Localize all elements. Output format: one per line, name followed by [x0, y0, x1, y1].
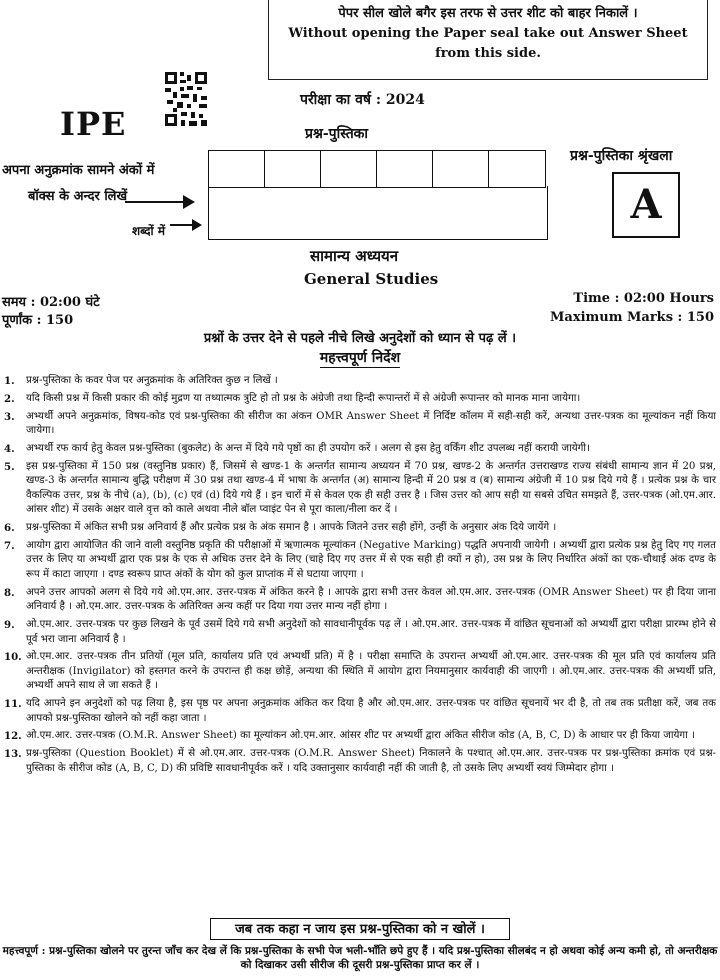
instruction-number: 13. [4, 748, 22, 761]
exam-year: परीक्षा का वर्ष : 2024 [300, 92, 425, 108]
time-hindi: समय : 02:00 घंटे [2, 295, 100, 310]
instruction-text: यदि किसी प्रश्न में किसी प्रकार की कोई मुद्रण या तथ्यात्मक त्रुटि हो तो प्रश्न के अंग्रेजी तथा हिन्दी रूपान्तरों में से अंग्रेजी रूपान्तर को मानक माना जायेगा। [26, 392, 581, 404]
qr-code-icon [165, 72, 207, 126]
arrow-right-small-icon [170, 218, 202, 232]
series-box: A [612, 172, 680, 238]
booklet-label: प्रश्न-पुस्तिका [305, 126, 369, 142]
roll-words-box[interactable] [208, 186, 548, 240]
instruction-number: 6. [4, 522, 15, 535]
roll-digit-box[interactable] [321, 151, 377, 187]
instruction-item [4, 747, 716, 776]
instruction-text: प्रश्न-पुस्तिका में अंकित सभी प्रश्न अनिवार्य हैं और प्रत्येक प्रश्न के अंक समान है । आपके जितने उत्तर सही होंगे, उन्हीं के अनुसार अंक दिये जायेंगे । [26, 522, 557, 534]
instruction-number: 11. [4, 698, 22, 711]
instruction-list [4, 374, 716, 780]
time-english: Time : 02:00 Hours [573, 291, 714, 306]
marks-hindi: पूर्णांक : 150 [2, 313, 74, 328]
instruction-item [4, 650, 716, 693]
read-instructions-note: प्रश्नों के उत्तर देने से पहले नीचे लिखे अनुदेशों को ध्यान से पढ़ लें । [203, 331, 517, 346]
marks-english: Maximum Marks : 150 [550, 310, 714, 325]
seal-line-english-1: Without opening the Paper seal take out Answer Sheet [288, 26, 688, 41]
instruction-text: प्रश्न-पुस्तिका (Question Booklet) में से ओ.एम.आर. उत्तर-पत्रक (O.M.R. Answer Sheet) निकालने के पश्चात् ओ.एम.आर. उत्तर-पत्रक पर प्रश्न-पुस्तिका क्रमांक एवं प्रश्न-पुस्तिका के सीरीज कोड (A, B, C, D) की प्रविष्टि सावधानीपूर्वक करें । यदि उक्तानुसार कार्यवाही नहीं की जाती है, तो उसके लिए अभ्यर्थी स्वयं जिम्मेदार होगा । [26, 748, 716, 774]
roll-instruction-line2: बॉक्स के अन्दर लिखें [28, 189, 128, 204]
subject-english: General Studies [304, 270, 439, 288]
roll-digit-box[interactable] [489, 151, 545, 187]
important-heading [0, 348, 720, 367]
instruction-item [4, 697, 716, 726]
do-not-open-banner: जब तक कहा न जाय इस प्रश्न-पुस्तिका को न खोलें । [210, 918, 510, 940]
instruction-number: 12. [4, 730, 22, 743]
instruction-item [4, 539, 716, 582]
instruction-number: 9. [4, 619, 15, 632]
instruction-text: इस प्रश्न-पुस्तिका में 150 प्रश्न (वस्तुनिष्ठ प्रकार) हैं, जिसमें से खण्ड-1 के अन्तर्गत सामान्य अध्ययन में 70 प्रश्न, खण्ड-2 के अन्तर्गत उत्तराखण्ड राज्य संबंधी सामान्य ज्ञान में 20 प्रश्न, खण्ड-3 के अन्तर्गत सामान्य बुद्धि परीक्षण में 30 प्रश्न तथा खण्ड-4 में भाषा के अन्तर्गत (अ) सामान्य हिन्दी में 20 प्रश्न व (ब) सामान्य अंग्रेजी में 10 प्रश्न दिये गये हैं । प्रत्येक प्रश्न के चार वैकल्पिक उत्तर, प्रश्न के नीचे (a), (b), (c) एवं (d) दिये गये हैं । इन चारों में से केवल एक ही सही उत्तर है । जिस उत्तर को आप सही या सबसे उचित समझते हैं, उत्तर-पत्रक (ओ.एम.आर. आंसर शीट) में उसके अक्षर वाले वृत्त को काले अथवा नीले बॉल प्वाइंट पेन से पूरा काला/नीला कर दें । [26, 461, 716, 516]
instruction-item [4, 729, 716, 743]
instruction-number: 10. [4, 651, 22, 664]
roll-number-boxes[interactable] [208, 150, 546, 188]
instruction-text: अभ्यर्थी रफ कार्य हेतु केवल प्रश्न-पुस्तिका (बुकलेट) के अन्त में दिये गये पृष्ठों का ही उपयोग करें । अलग से इस हेतु वर्किंग शीट उपलब्ध नहीं करायी जायेगी। [26, 443, 590, 455]
instruction-item [4, 410, 716, 439]
instruction-text: अपने उत्तर आपको अलग से दिये गये ओ.एम.आर. उत्तर-पत्रक में अंकित करने है । आपके द्वारा सभी उत्तर केवल ओ.एम.आर. उत्तर-पत्रक (OMR Answer Sheet) पर ही दिया जाना अनिवार्य है । ओ.एम.आर. उत्तर-पत्रक के अतिरिक्त अन्य कहीं पर दिया गया उत्तर मान्य नहीं होगा । [26, 586, 716, 613]
instruction-item [4, 374, 716, 388]
instruction-item [4, 521, 716, 535]
important-heading-text: महत्त्वपूर्ण निर्देश [319, 350, 401, 366]
roll-digit-box[interactable] [433, 151, 489, 187]
roll-digit-box[interactable] [265, 151, 321, 187]
instruction-number: 8. [4, 586, 15, 599]
arrow-right-icon [125, 192, 195, 212]
instruction-text: अभ्यर्थी अपने अनुक्रमांक, विषय-कोड एवं प्रश्न-पुस्तिका की सीरीज का अंकन OMR Answer Sheet में निर्दिष्ट कॉलम में सही-सही करें, अन्यथा उत्तर-पत्रक का मूल्यांकन नहीं किया जायेगा। [26, 410, 716, 437]
roll-digit-box[interactable] [377, 151, 433, 187]
instruction-text: ओ.एम.आर. उत्तर-पत्रक पर कुछ लिखने के पूर्व उसमें दिये गये सभी अनुदेशों को सावधानीपूर्वक पढ़ लें । ओ.एम.आर. उत्तर-पत्रक में वांछित सूचनाओं को अभ्यर्थी द्वारा परीक्षा प्रारम्भ होने से पूर्व भरा जाना अनिवार्य है । [26, 619, 716, 645]
instruction-number: 4. [4, 443, 15, 456]
instruction-item [4, 460, 716, 518]
exam-code: IPE [60, 105, 127, 143]
instruction-item [4, 618, 716, 647]
footer-note: महत्त्वपूर्ण : प्रश्न-पुस्तिका खोलने पर तुरन्त जाँच कर देख लें कि प्रश्न-पुस्तिका के सभी पेज भली-भाँति छपे हुए हैं । यदि प्रश्न-पुस्तिका सीलबंद न हो अथवा कोई अन्य कमी हो, तो अन्तरीक्षक को दिखाकर उसी सीरीज की दूसरी प्रश्न-पुस्तिका प्राप्त कर लें । [2, 945, 718, 971]
words-label: शब्दों में [132, 224, 165, 238]
instruction-number: 2. [4, 392, 15, 405]
subject-hindi: सामान्य अध्ययन [310, 247, 399, 265]
instruction-item [4, 442, 716, 456]
seal-line-hindi: पेपर सील खोले बगैर इस तरफ से उत्तर शीट को बाहर निकालें । [338, 6, 638, 21]
instruction-text: आयोग द्वारा आयोजित की जाने वाली वस्तुनिष्ठ प्रकृति की परीक्षाओं में ऋणात्मक मूल्यांकन (Negative Marking) पद्धति अपनायी जायेगी । अभ्यर्थी द्वारा प्रत्येक प्रश्न हेतु दिए गए गलत उत्तर के लिए या अभ्यर्थी द्वारा एक प्रश्न के एक से अधिक उत्तर देने के लिए (चाहे दिए गए उत्तर में से एक सही ही क्यों न हो), उस प्रश्न के लिए निर्धारित अंकों का एक-चौथाई अंक दण्ड के रूप में काटा जाएगा । दण्ड स्वरूप प्राप्त अंकों के योग को कुल प्राप्तांक में से घटाया जाएगा । [26, 540, 716, 580]
instruction-number: 7. [4, 540, 15, 553]
instruction-number: 1. [4, 375, 15, 387]
roll-instruction-line1: अपना अनुक्रमांक सामने अंकों में [2, 163, 155, 178]
instruction-item [4, 392, 716, 406]
instruction-text: ओ.एम.आर. उत्तर-पत्रक (O.M.R. Answer Sheet) का मूल्यांकन ओ.एम.आर. आंसर शीट पर अभ्यर्थी द्वारा अंकित सीरीज कोड (A, B, C, D) के आधार पर ही किया जायेगा । [26, 730, 695, 742]
seal-line-english-2: from this side. [435, 46, 541, 61]
instruction-number: 5. [4, 461, 15, 474]
series-label: प्रश्न-पुस्तिका श्रृंखला [570, 148, 673, 164]
roll-digit-box[interactable] [209, 151, 265, 187]
instruction-text: ओ.एम.आर. उत्तर-पत्रक तीन प्रतियों (मूल प्रति, कार्यालय प्रति एवं अभ्यर्थी प्रति) में है । परीक्षा समाप्ति के उपरान्त अभ्यर्थी ओ.एम.आर. उत्तर-पत्रक की मूल प्रति एवं कार्यालय प्रति अन्तरीक्षक (Invigilator) को हस्तगत करने के उपरान्त ही कक्ष छोड़ें, अन्यथा की स्थिति में आयोग द्वारा नियमानुसार कार्यवाही की जाएगी । ओ.एम.आर. उत्तर-पत्रक की अभ्यर्थी प्रति, अभ्यर्थी अपने साथ ले जा सकते हैं । [26, 651, 716, 692]
seal-notice [268, 0, 708, 80]
instruction-text: प्रश्न-पुस्तिका के कवर पेज पर अनुक्रमांक के अतिरिक्त कुछ न लिखें । [26, 375, 278, 386]
instruction-item [4, 586, 716, 615]
instruction-number: 3. [4, 410, 15, 423]
instruction-text: यदि आपने इन अनुदेशों को पढ़ लिया है, इस पृष्ठ पर अपना अनुक्रमांक अंकित कर दिया है और ओ.एम.आर. उत्तर-पत्रक पर वांछित सूचनायें भर दी है, तो तब तक प्रतीक्षा करें, जब तक आपको प्रश्न-पुस्तिका खोलने को नहीं कहा जाता । [26, 698, 716, 724]
